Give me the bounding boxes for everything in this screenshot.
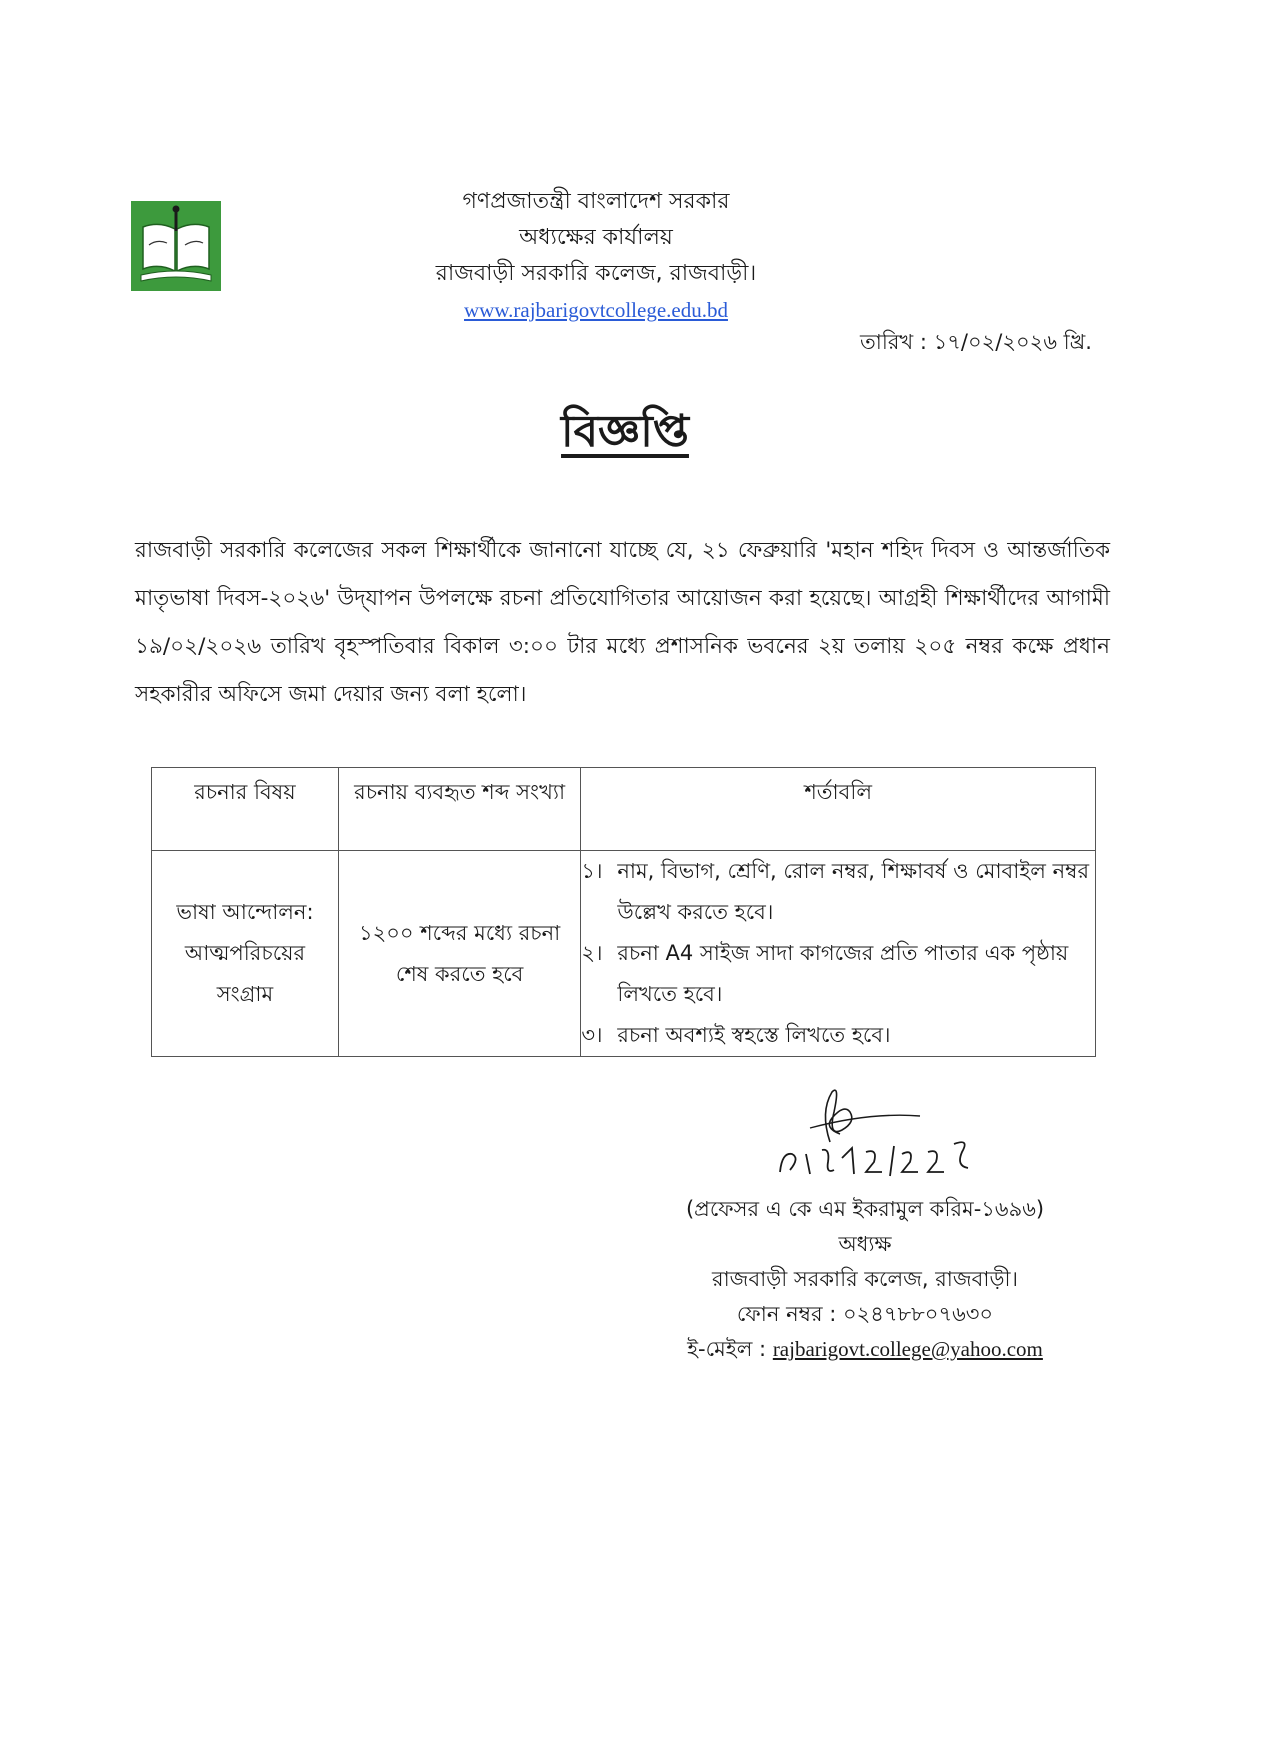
book-logo-icon <box>131 201 221 291</box>
word-limit-cell: ১২০০ শব্দের মধ্যে রচনা শেষ করতে হবে <box>338 851 580 1057</box>
header-conditions: শর্তাবলি <box>581 768 1096 851</box>
college-logo <box>131 201 221 291</box>
notice-date: তারিখ : ১৭/০২/২০২৬ খ্রি. <box>860 330 1092 354</box>
header-topic: রচনার বিষয় <box>152 768 339 851</box>
signature <box>770 1082 1000 1192</box>
topic-cell: ভাষা আন্দোলন: আত্মপরিচয়ের সংগ্রাম <box>152 851 339 1057</box>
conditions-cell <box>581 851 1096 1057</box>
signatory-block <box>640 1192 1090 1367</box>
signatory-designation: অধ্যক্ষ <box>838 1232 892 1256</box>
condition-text: রচনা A4 সাইজ সাদা কাগজের প্রতি পাতার এক পৃষ্ঠায় লিখতে হবে। <box>617 941 1069 1006</box>
table-header-row <box>152 768 1096 851</box>
table-row <box>152 851 1096 1057</box>
condition-text: নাম, বিভাগ, শ্রেণি, রোল নম্বর, শিক্ষাবর্ষ ও মোবাইল নম্বর উল্লেখ করতে হবে। <box>617 859 1090 924</box>
letterhead <box>380 184 812 328</box>
website-link[interactable]: www.rajbarigovtcollege.edu.bd <box>464 298 728 322</box>
condition-item <box>581 933 1095 1015</box>
condition-item <box>581 1015 1095 1056</box>
govt-name: গণপ্রজাতন্ত্রী বাংলাদেশ সরকার <box>462 189 730 214</box>
email-link[interactable]: rajbarigovt.college@yahoo.com <box>772 1337 1043 1361</box>
condition-number: ৩। <box>581 1023 603 1047</box>
office-name: অধ্যক্ষের কার্যালয় <box>519 225 673 250</box>
email-row <box>640 1332 1090 1367</box>
phone-number: ফোন নম্বর : ০২৪৭৮৮০৭৬৩০ <box>736 1302 994 1326</box>
handwritten-signature-icon <box>770 1082 1000 1192</box>
condition-number: ২। <box>581 941 603 965</box>
signatory-name: (প্রফেসর এ কে এম ইকরামুল করিম-১৬৯৬) <box>685 1197 1045 1221</box>
condition-item <box>581 851 1095 933</box>
condition-number: ১। <box>581 859 603 883</box>
college-name: রাজবাড়ী সরকারি কলেজ, রাজবাড়ী। <box>435 261 757 286</box>
notice-title: বিজ্ঞপ্তি <box>561 406 689 457</box>
condition-text: রচনা অবশ্যই স্বহস্তে লিখতে হবে। <box>617 1023 891 1047</box>
competition-table <box>151 767 1096 1057</box>
header-word-count: রচনায় ব্যবহৃত শব্দ সংখ্যা <box>338 768 580 851</box>
signatory-institution: রাজবাড়ী সরকারি কলেজ, রাজবাড়ী। <box>712 1267 1018 1291</box>
notice-body: রাজবাড়ী সরকারি কলেজের সকল শিক্ষার্থীকে জানানো যাচ্ছে যে, ২১ ফেব্রুয়ারি 'মহান শহিদ দিবস ও আন্তর্জাতিক মাতৃভাষা দিবস-২০২৬' উদ্‌যাপন উপলক্ষে রচনা প্রতিযোগিতার আয়োজন করা হয়েছে। আগ্রহী শিক্ষার্থীদের আগামী ১৯/০২/২০২৬ তারিখ বৃহস্পতিবার বিকাল ৩:০০ টার মধ্যে প্রশাসনিক ভবনের ২য় তলায় ২০৫ নম্বর কক্ষে প্রধান সহকারীর অফিসে জমা দেয়ার জন্য বলা হলো। <box>135 538 1110 707</box>
email-label: ই-মেইল : <box>687 1337 767 1361</box>
